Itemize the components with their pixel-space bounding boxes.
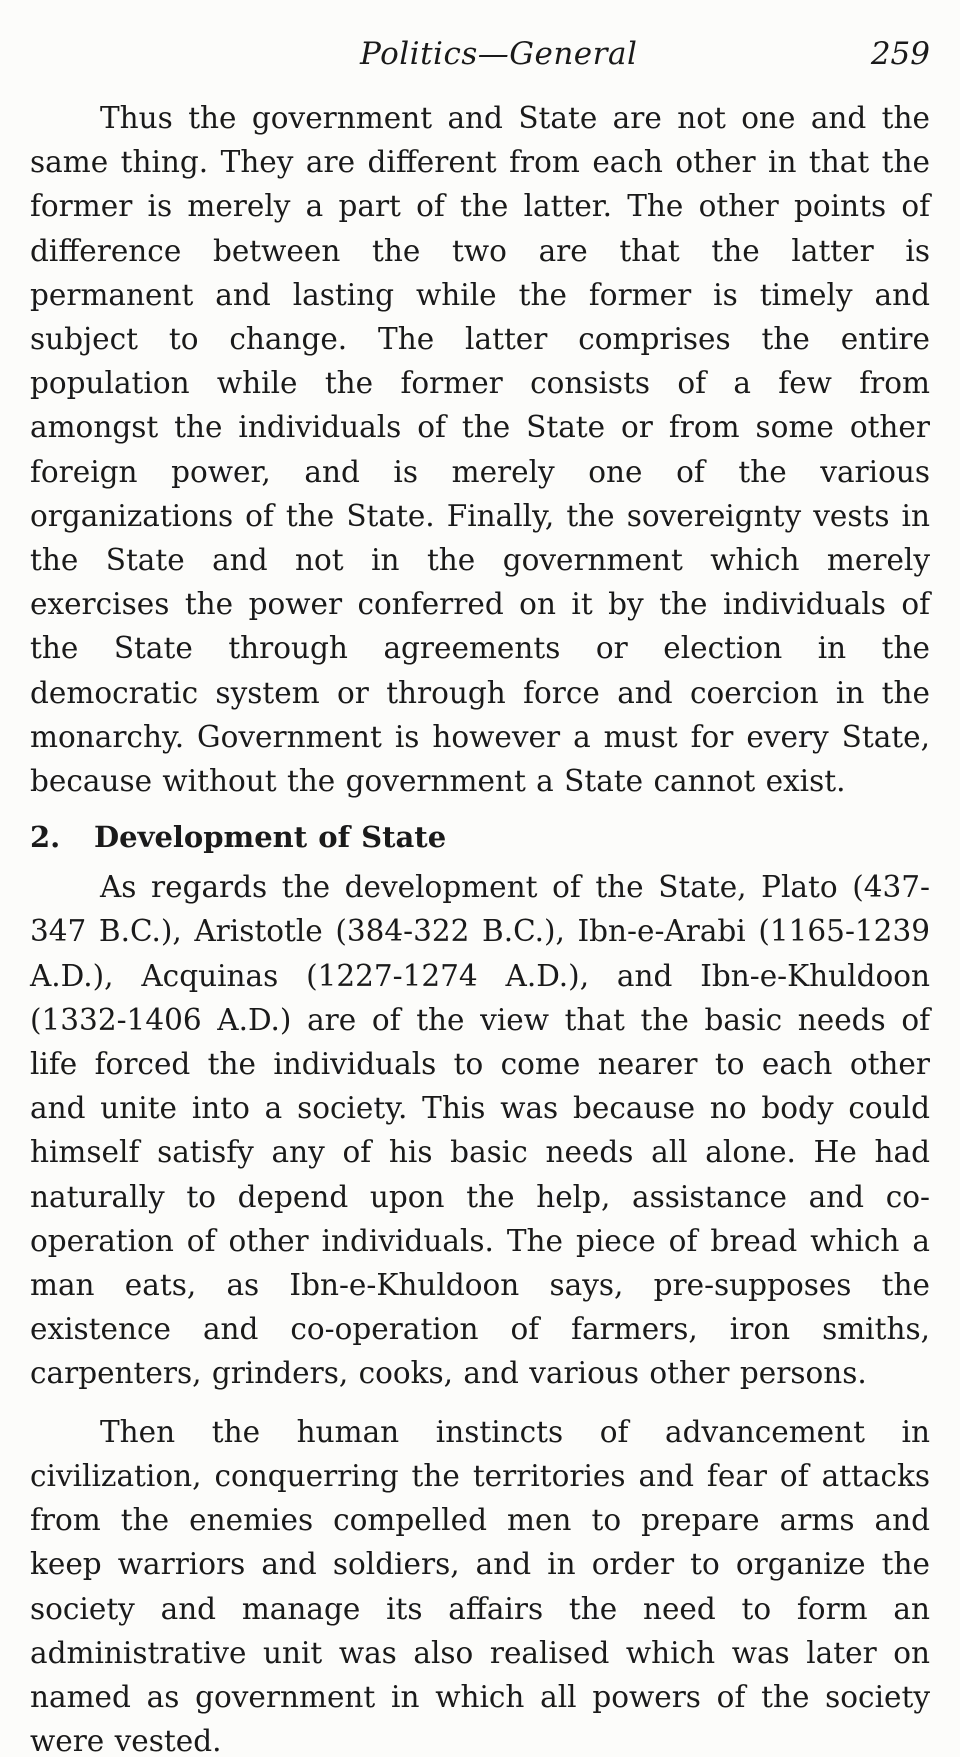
section-heading [30, 815, 930, 859]
paragraph-formation-of-government: Then the human instincts of advancement in civilization, conquerring the territories and fear of attacks from the enemies compelled men to prepare arms and keep warriors and soldiers, and in order to organize the society and manage its affairs the need to form an administrative unit was also realised which was later on named as government in which all powers of the society were vested. [30, 1414, 930, 1759]
page-body [30, 96, 930, 1763]
running-head: Politics—General [360, 36, 638, 72]
section-number: 2. [30, 820, 61, 855]
paragraph-government-vs-state: Thus the government and State are not one and the same thing. They are different from each other in that the former is merely a part of the latter. The other points of difference between the two are that the latter is permanent and lasting while the former is timely and subject to change. The latter comprises the entire population while the former consists of a few from amongst the individuals of the State or from some other foreign power, and is merely one of the various organizations of the State. Finally, the sovereignty vests in the State and not in the government which merely exercises the power conferred on it by the individuals of the State through agreements or election in the democratic system or through force and coercion in the monarchy. Government is however a must for every State, because without the government a State cannot exist. [30, 101, 930, 799]
page-number: 259 [870, 36, 930, 72]
page-header [0, 28, 960, 80]
section-title: Development of State [94, 820, 447, 855]
paragraph-development-of-state: As regards the development of the State, Plato (437-347 B.C.), Aristotle (384-322 B.C.), Ibn-e-Arabi (1165-1239 A.D.), Acquinas (1227-1274 A.D.), and Ibn-e-Khuldoon (1332-1406 A.D.) are of the view that the basic needs of life forced the individuals to come nearer to each other and unite into a society. This was because no body could himself satisfy any of his basic needs all alone. He had naturally to depend upon the help, assistance and co-operation of other individuals. The piece of bread which a man eats, as Ibn-e-Khuldoon says, pre-supposes the existence and co-operation of farmers, iron smiths, carpenters, grinders, cooks, and various other persons. [30, 870, 930, 1391]
